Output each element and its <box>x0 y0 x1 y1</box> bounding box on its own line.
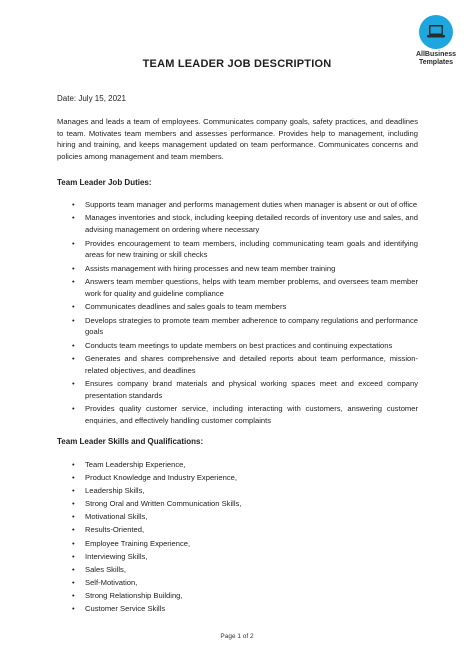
list-item: • Product Knowledge and Industry Experience, <box>72 473 237 483</box>
list-item: • Develops strategies to promote team member adherence to company regulations and performance goals <box>72 315 418 337</box>
duties-list <box>72 199 418 428</box>
list-item: • Generates and shares comprehensive and detailed reports about team performance, mission-related objectives, and deadlines <box>72 354 418 375</box>
list-item: • Employee Training Experience, <box>72 538 191 548</box>
list-item: • Ensures company brand materials and physical working spaces meet and exceed company presentation standards <box>72 379 418 400</box>
logo-line-2: Templates <box>418 59 454 66</box>
bullet-icon: • <box>72 340 75 350</box>
bullet-icon: • <box>72 404 75 414</box>
bullet-icon: • <box>72 238 75 248</box>
bullet-icon: • <box>72 354 75 364</box>
list-item: • Manages inventories and stock, including keeping detailed records of inventory use and sales, and advising management on ordering where necessary <box>72 213 418 235</box>
list-item: • Results-Oriented, <box>72 525 145 535</box>
list-item: • Self-Motivation, <box>72 577 138 587</box>
list-item: • Communicates deadlines and sales goals to team members <box>72 302 287 312</box>
duties-heading: Team Leader Job Duties: <box>57 178 152 187</box>
bullet-icon: • <box>72 604 75 614</box>
list-item: • Conducts team meetings to update members on best practices and continuing expectations <box>72 340 393 350</box>
laptop-icon <box>419 15 453 49</box>
bullet-icon: • <box>72 263 75 273</box>
bullet-icon: • <box>72 538 75 548</box>
bullet-icon: • <box>72 277 75 287</box>
bullet-icon: • <box>72 200 75 209</box>
list-item: • Motivational Skills, <box>72 512 148 522</box>
bullet-icon: • <box>72 302 75 312</box>
list-item: • Sales Skills, <box>72 564 126 574</box>
list-item: • Interviewing Skills, <box>72 551 148 561</box>
page-number: Page 1 of 2 <box>220 633 254 640</box>
document-date: Date: July 15, 2021 <box>57 94 126 103</box>
bullet-icon: • <box>72 460 75 469</box>
bullet-icon: • <box>72 512 75 522</box>
bullet-icon: • <box>72 379 75 389</box>
bullet-icon: • <box>72 525 75 535</box>
list-item: • Team Leadership Experience, <box>72 460 186 469</box>
list-item: • Strong Oral and Written Communication Skills, <box>72 499 242 509</box>
logo-line-1: AllBusiness <box>415 51 457 58</box>
bullet-icon: • <box>72 564 75 574</box>
bullet-icon: • <box>72 486 75 496</box>
bullet-icon: • <box>72 473 75 483</box>
list-item: • Customer Service Skills <box>72 604 166 614</box>
list-item: • Supports team manager and performs management duties when manager is absent or out of office <box>72 200 418 209</box>
bullet-icon: • <box>72 315 75 325</box>
bullet-icon: • <box>72 577 75 587</box>
bullet-icon: • <box>72 213 75 223</box>
skills-list <box>72 459 418 616</box>
skills-heading: Team Leader Skills and Qualifications: <box>57 437 204 446</box>
list-item: • Provides encouragement to team members, including communicating team goals and identifying areas for new training or skill checks <box>72 238 418 260</box>
list-item: • Answers team member questions, helps with team member problems, and oversees team member work for quality and guideline compliance <box>72 277 418 298</box>
intro-paragraph: Manages and leads a team of employees. Communicates company goals, safety practices, and deadlines to team. Motivates team members and assesses performance. Provides help to management, including hiring and training, and keeps management updated on team performance. Communicates concerns and policies among management and team members. <box>57 117 418 161</box>
page-title: TEAM LEADER JOB DESCRIPTION <box>142 58 332 70</box>
list-item: • Assists management with hiring processes and new team member training <box>72 263 336 273</box>
bullet-icon: • <box>72 551 75 561</box>
bullet-icon: • <box>72 499 75 509</box>
list-item: • Provides quality customer service, including interacting with customers, answering customer enquiries, and effectively handling customer complaints <box>72 404 418 425</box>
list-item: • Strong Relationship Building, <box>72 590 183 600</box>
bullet-icon: • <box>72 590 75 600</box>
list-item: • Leadership Skills, <box>72 486 145 496</box>
